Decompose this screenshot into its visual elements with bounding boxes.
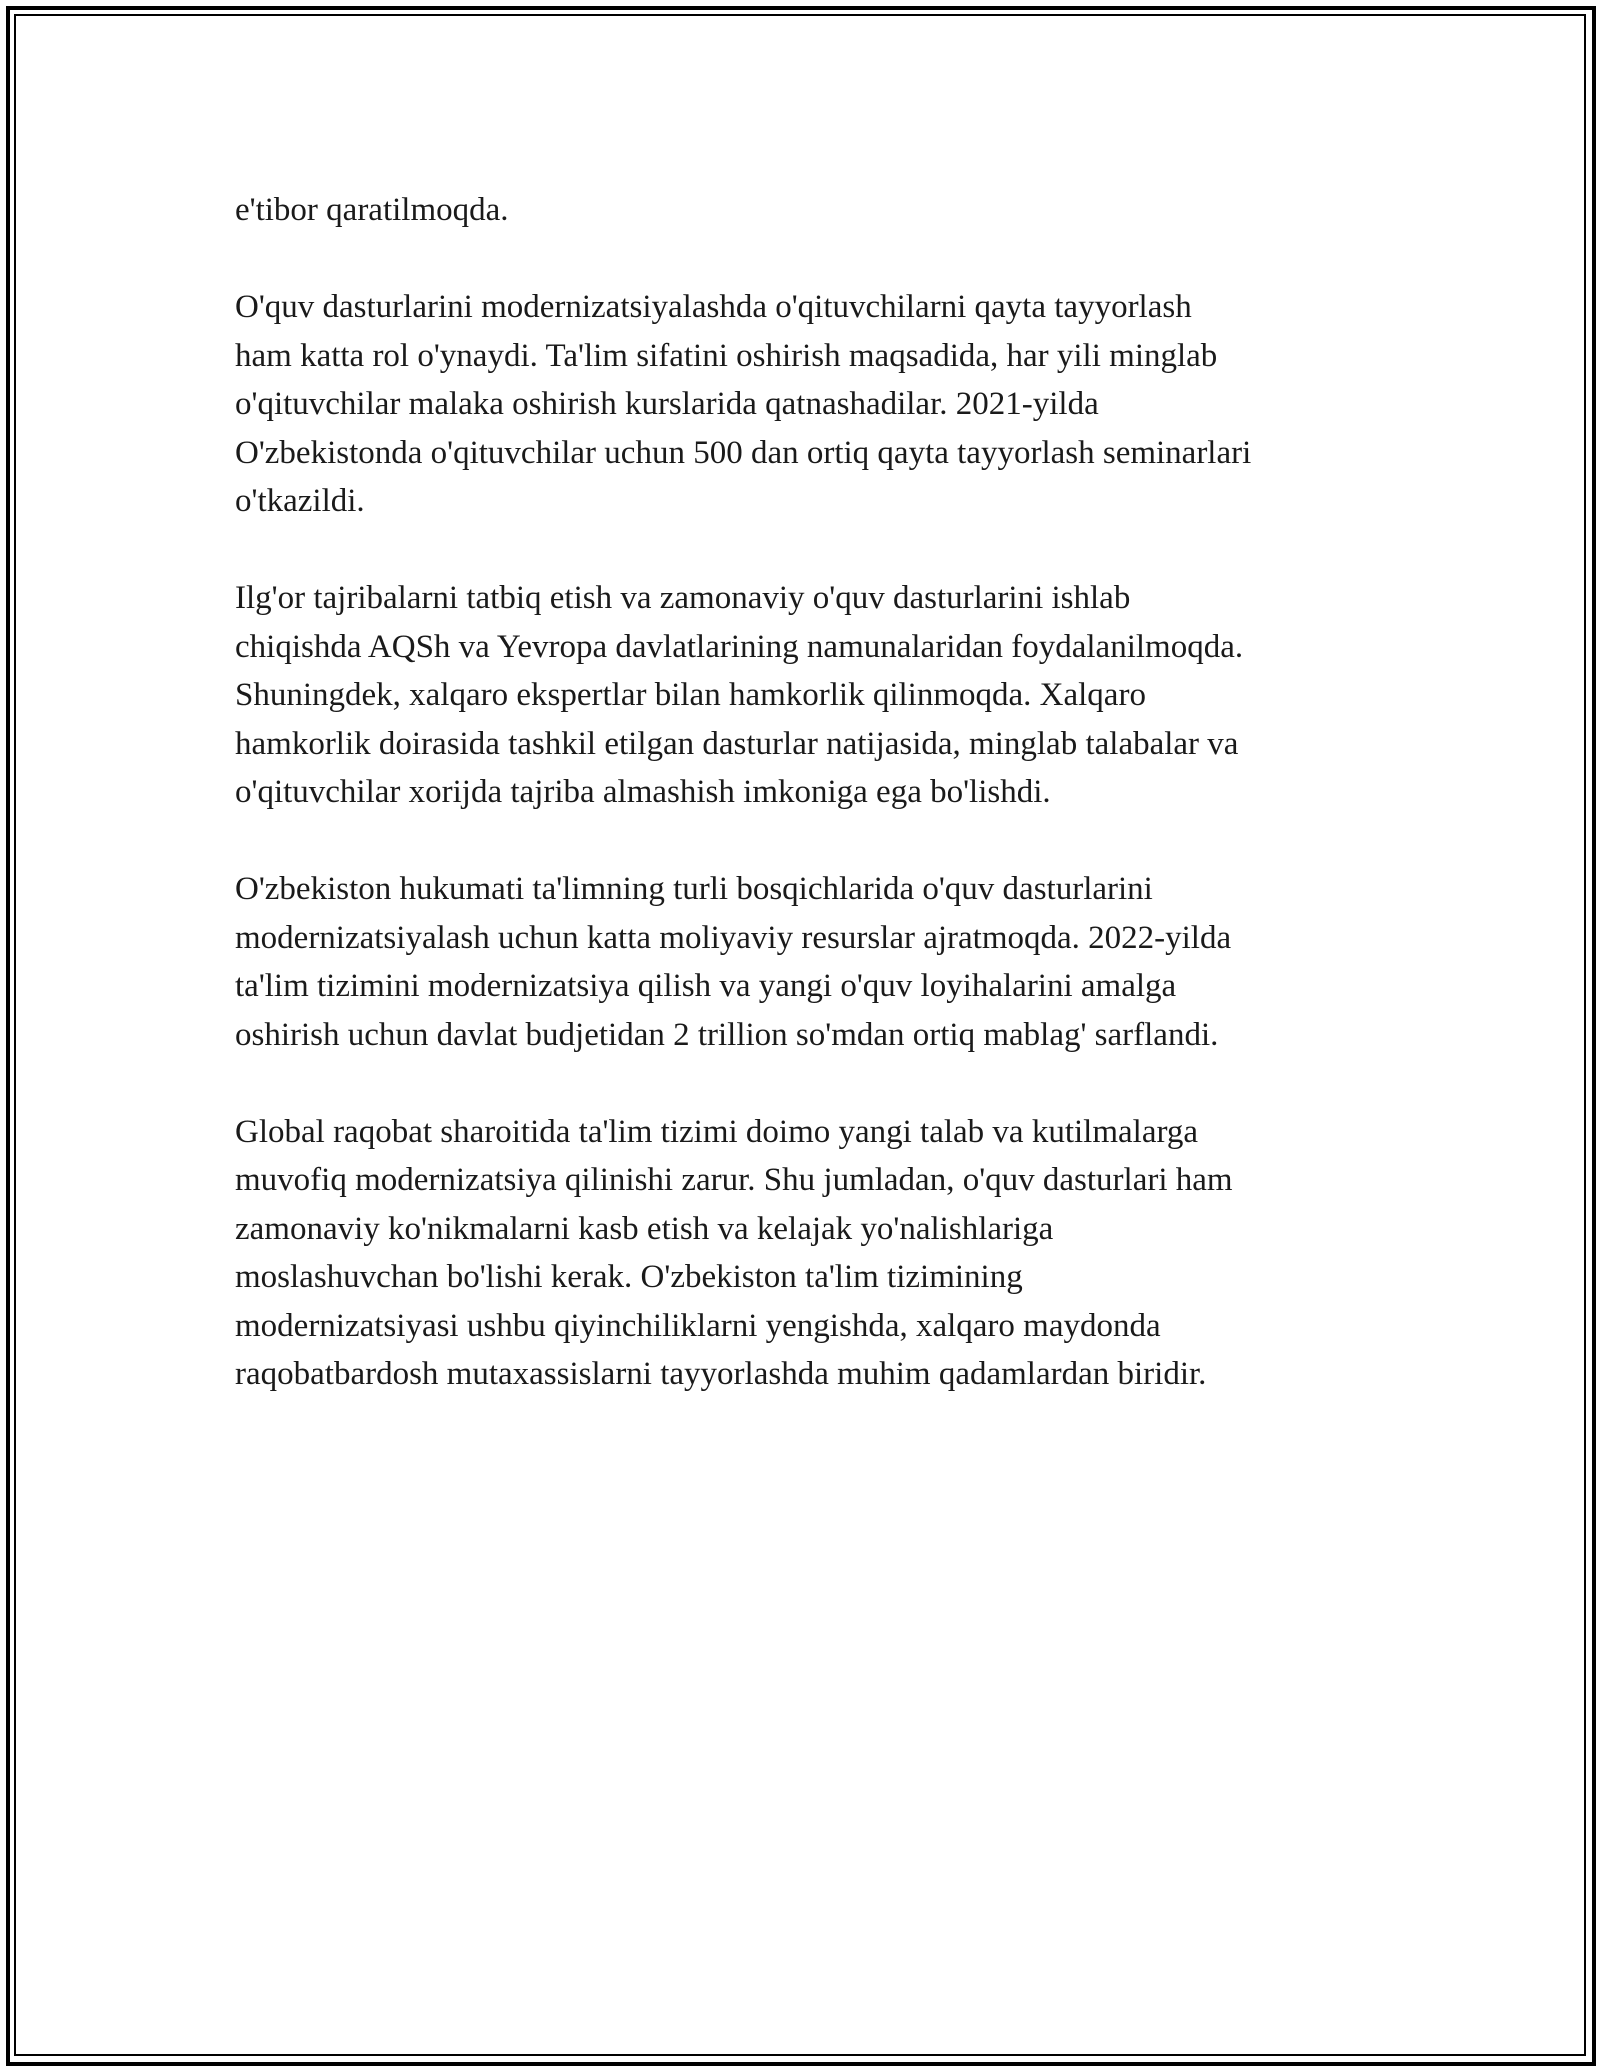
text-line: ham katta rol o'ynaydi. Ta'lim sifatini oshirish maqsadida, har yili minglab (235, 337, 1218, 374)
text-line: o'qituvchilar xorijda tajriba almashish imkoniga ega bo'lishdi. (235, 774, 1051, 810)
text-line: modernizatsiyasi ushbu qiyinchiliklarni yengishda, xalqaro maydonda (235, 1307, 1161, 1344)
paragraph-3 (235, 574, 1395, 817)
document-body (235, 186, 1395, 1447)
text-line: hamkorlik doirasida tashkil etilgan dasturlar natijasida, minglab talabalar va (235, 725, 1239, 762)
paragraph-5 (235, 1108, 1395, 1399)
text-line: ta'lim tizimini modernizatsiya qilish va yangi o'quv loyihalarini amalga (235, 968, 1177, 1004)
paragraph-2 (235, 283, 1395, 526)
text-line: Ilg'or tajribalarni tatbiq etish va zamonaviy o'quv dasturlarini ishlab (235, 580, 1131, 616)
text-line: modernizatsiyalash uchun katta moliyaviy resurslar ajratmoqda. 2022-yilda (235, 919, 1232, 956)
paragraph-1 (235, 186, 1395, 235)
text-line: O'quv dasturlarini modernizatsiyalashda o'qituvchilarni qayta tayyorlash (235, 289, 1192, 325)
text-line: muvofiq modernizatsiya qilinishi zarur. Shu jumladan, o'quv dasturlari ham (235, 1162, 1233, 1198)
text-line: O'zbekistonda o'qituvchilar uchun 500 dan ortiq qayta tayyorlash seminarlari (235, 434, 1252, 471)
text-line: Shuningdek, xalqaro ekspertlar bilan hamkorlik qilinmoqda. Xalqaro (235, 677, 1146, 713)
paragraph-4 (235, 865, 1395, 1059)
text-line: raqobatbardosh mutaxassislarni tayyorlashda muhim qadamlardan biridir. (235, 1356, 1207, 1392)
text-line: zamonaviy ko'nikmalarni kasb etish va kelajak yo'nalishlariga (235, 1210, 1054, 1247)
text-line: chiqishda AQSh va Yevropa davlatlarining namunalaridan foydalanilmoqda. (235, 628, 1244, 665)
text-line: oshirish uchun davlat budjetidan 2 trillion so'mdan ortiq mablag' sarflandi. (235, 1016, 1219, 1053)
text-line: Global raqobat sharoitida ta'lim tizimi doimo yangi talab va kutilmalarga (235, 1113, 1199, 1150)
text-line: o'qituvchilar malaka oshirish kurslarida qatnashadilar. 2021-yilda (235, 386, 1099, 422)
text-line: o'tkazildi. (235, 483, 365, 519)
text-line: moslashuvchan bo'lishi kerak. O'zbekiston ta'lim tizimining (235, 1259, 1023, 1295)
text-line: O'zbekiston hukumati ta'limning turli bosqichlarida o'quv dasturlarini (235, 871, 1153, 907)
text-line: e'tibor qaratilmoqda. (235, 192, 509, 228)
